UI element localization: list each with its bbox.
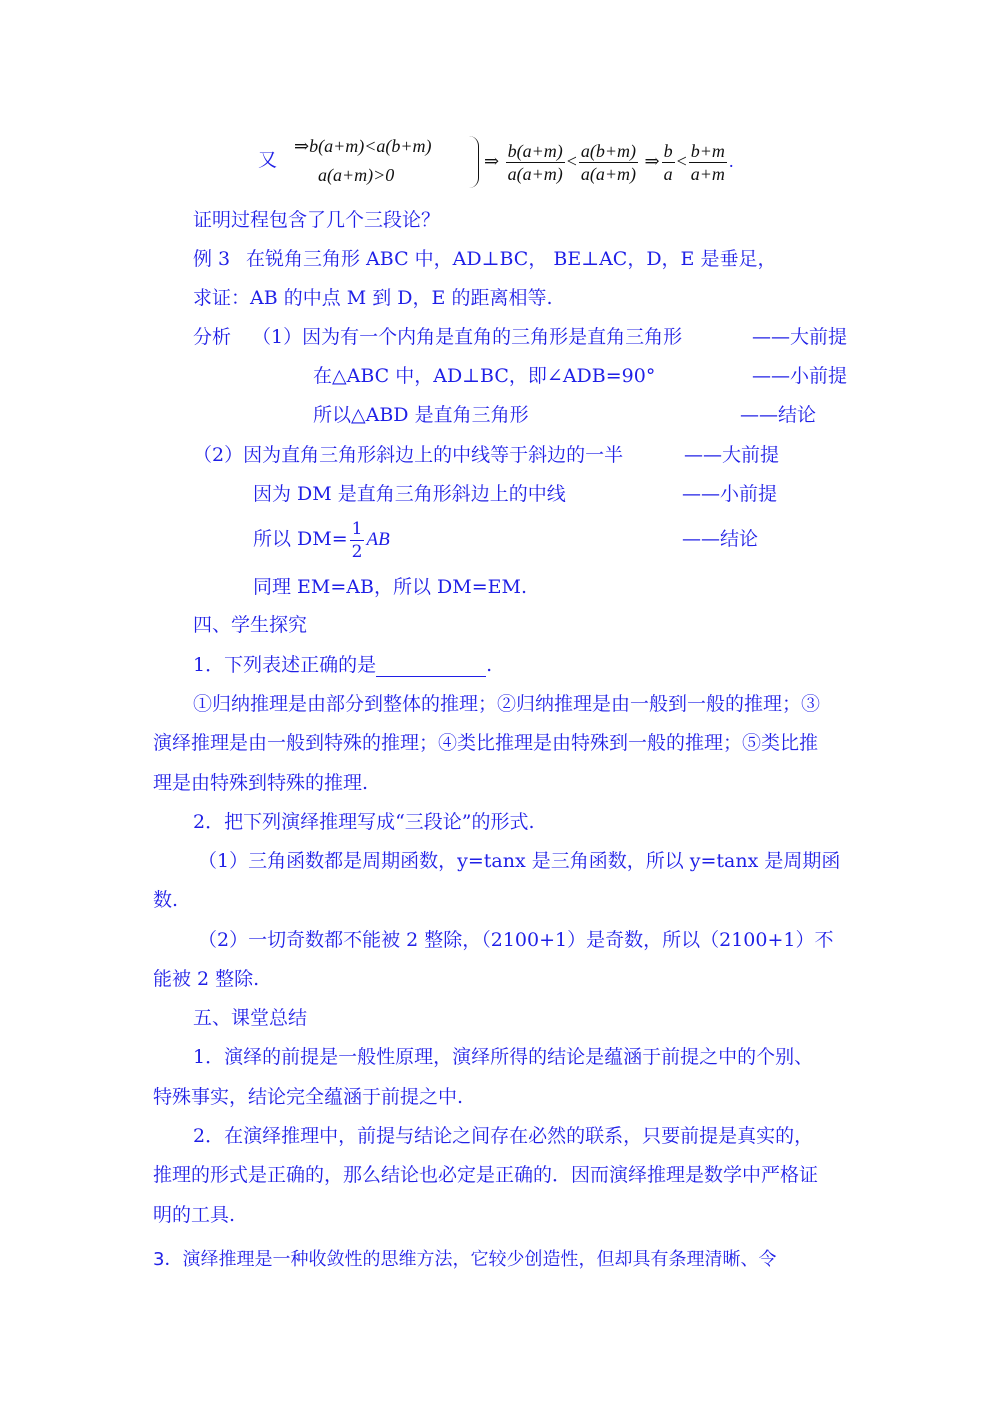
inequality-line-1: ⇒b(a+m)<a(b+m) — [294, 136, 432, 156]
you-label: 又 — [258, 149, 278, 171]
major-premise-tag: ——大前提 — [752, 326, 848, 348]
q1-option-line-3: 理是由特殊到特殊的推理. — [153, 772, 369, 794]
derivation-chain: ⇒ $\frac{b(a+m)}{a(a+m)}$ < $\frac{a(b+m)}{a(a+m)}$ ⇒ $\frac{b}{a}$ < $\frac{b+m}{a+m}$ . — [484, 141, 734, 185]
major-premise-tag: ——大前提 — [684, 444, 780, 466]
fraction-half: $\frac{1}{2}$ — [351, 518, 363, 562]
q1-option-line-1: ①归纳推理是由部分到整体的推理；②归纳推理是由一般到一般的推理；③ — [193, 693, 821, 715]
summary-1-line-1: 1．演绎的前提是一般性原理，演绎所得的结论是蕴涵于前提之中的个别、 — [193, 1046, 814, 1068]
example3-label: 例 3 — [193, 248, 231, 270]
conclusion-tag: ——结论 — [682, 528, 759, 550]
answer-blank[interactable] — [376, 658, 486, 677]
q2-part-2-line-1: （2）一切奇数都不能被 2 整除，（2100+1）是奇数，所以（2100+1）不 — [198, 929, 834, 951]
section4-title: 四、学生探究 — [193, 614, 308, 636]
fraction-3: $\frac{b}{a}$ — [663, 141, 673, 185]
analysis-2-line-2: 因为 DM 是直角三角形斜边上的中线 — [253, 483, 566, 505]
q2-part-2-line-2: 能被 2 整除. — [153, 968, 260, 990]
inequality-line-2: a(a+m)>0 — [318, 165, 395, 185]
question-1: 1．下列表述正确的是 . — [193, 654, 493, 676]
summary-2-line-1: 2．在演绎推理中，前提与结论之间存在必然的联系，只要前提是真实的， — [193, 1125, 814, 1147]
q1-option-line-2: 演绎推理是由一般到特殊的推理；④类比推理是由特殊到一般的推理；⑤类比推 — [153, 732, 819, 754]
analysis-label: 分析 — [193, 326, 232, 348]
question-2: 2．把下列演绎推理写成“三段论”的形式. — [193, 811, 535, 833]
implies-arrow: ⇒ — [484, 151, 500, 171]
implies-arrow: ⇒ — [644, 151, 660, 171]
analysis-1-line-1: （1）因为有一个内角是直角的三角形是直角三角形 — [252, 326, 683, 348]
minor-premise-tag: ——小前提 — [682, 483, 778, 505]
section5-title: 五、课堂总结 — [193, 1007, 308, 1029]
example3-prove: 求证：AB 的中点 M 到 D，E 的距离相等. — [193, 287, 553, 309]
summary-2-line-3: 明的工具. — [153, 1204, 236, 1226]
fraction-4: $\frac{b+m}{a+m}$ — [690, 141, 725, 185]
question-text: 证明过程包含了几个三段论？ — [193, 209, 441, 231]
analysis-2-line-3: 所以 DM= $\frac{1}{2}$ AB — [253, 518, 390, 562]
less-than: < — [566, 151, 577, 171]
summary-2-line-2: 推理的形式是正确的，那么结论也必定是正确的．因而演绎推理是数学中严格证 — [153, 1164, 819, 1186]
summary-1-line-2: 特殊事实，结论完全蕴涵于前提之中. — [153, 1086, 464, 1108]
example3-text: 在锐角三角形 ABC 中，AD⊥BC， BE⊥AC，D，E 是垂足， — [246, 248, 777, 270]
right-brace — [468, 136, 479, 188]
analysis-2-line-4: 同理 EM=AB，所以 DM=EM. — [253, 576, 527, 598]
analysis-1-line-3: 所以△ABD 是直角三角形 — [313, 404, 529, 426]
analysis-1-line-2: 在△ABC 中，AD⊥BC，即∠ADB=90° — [313, 365, 656, 387]
fraction-1: $\frac{b(a+m)}{a(a+m)}$ — [507, 141, 563, 185]
q2-part-1-line-1: （1）三角函数都是周期函数，y=tanx 是三角函数，所以 y=tanx 是周期函 — [198, 850, 841, 872]
analysis-2-line-1: （2）因为直角三角形斜边上的中线等于斜边的一半 — [193, 444, 624, 466]
minor-premise-tag: ——小前提 — [752, 365, 848, 387]
summary-3-line-1: 3．演绎推理是一种收敛性的思维方法，它较少创造性，但却具有条理清晰、令 — [153, 1249, 777, 1270]
conclusion-tag: ——结论 — [740, 404, 817, 426]
fraction-2: $\frac{a(b+m)}{a(a+m)}$ — [580, 141, 637, 185]
q2-part-1-line-2: 数. — [153, 889, 179, 911]
